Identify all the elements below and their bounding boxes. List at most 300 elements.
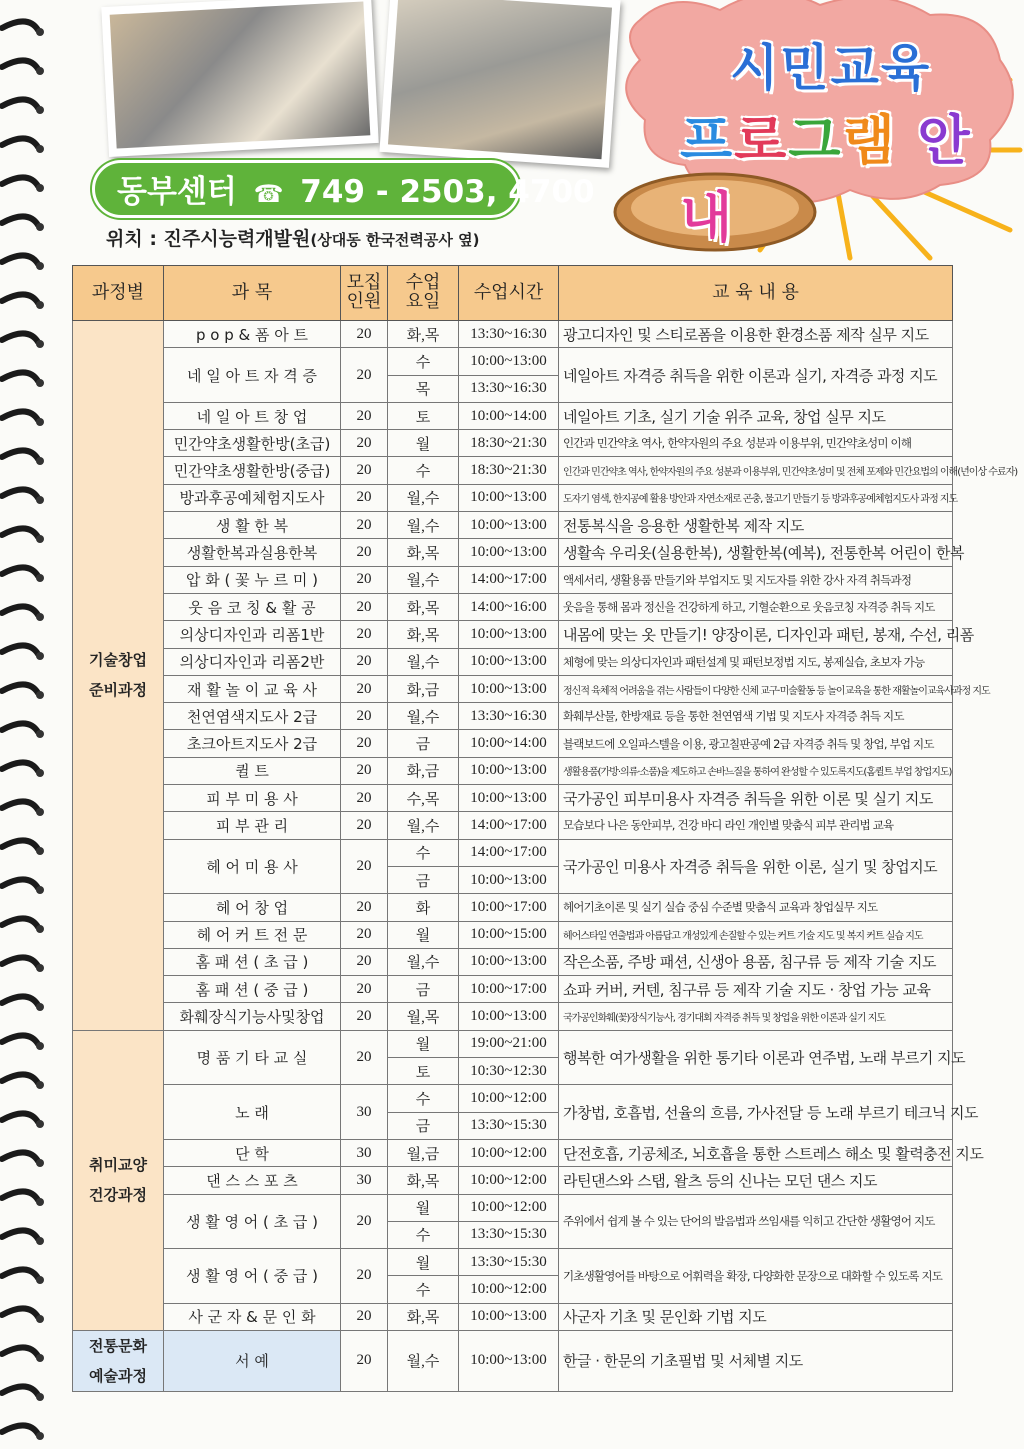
subject-cell: 민간약초생활한방(중급) [164,457,341,484]
title-civic-education: 시민교육 [730,39,932,97]
subject-cell: 화훼장식기능사및창업 [164,1003,341,1030]
time-cell: 10:00~13:00 [459,785,559,812]
subject-cell: 네 일 아 트 창 업 [164,402,341,429]
time-cell: 14:00~17:00 [459,812,559,839]
title-char: 로 [734,109,789,172]
subject-cell: 압 화 ( 꽃 누 르 미 ) [164,566,341,593]
subject-cell: 헤 어 창 업 [164,894,341,921]
day-cell: 화,목 [388,1303,459,1330]
time-cell: 10:00~17:00 [459,976,559,1003]
time-cell: 10:00~13:00 [459,512,559,539]
description-cell: 작은소품, 주방 패션, 신생아 용품, 침구류 등 제작 기술 지도 [559,948,953,975]
table-row [73,1003,953,1030]
spiral-coil [2,60,38,69]
column-header: 교 육 내 용 [559,266,953,321]
subject-cell: 생 활 영 어 ( 중 급 ) [164,1249,341,1304]
subject-cell: 재 활 놀 이 교 육 사 [164,675,341,702]
day-cell: 월,수 [388,566,459,593]
time-cell: 14:00~16:00 [459,593,559,620]
spiral-coil [2,1425,38,1434]
time-cell: 19:00~21:00 [459,1030,559,1057]
day-cell: 월 [388,1194,459,1221]
title-char: 안 [896,109,972,172]
day-cell: 토 [388,1058,459,1085]
spiral-coil [2,879,38,888]
capacity-cell: 20 [341,402,388,429]
subject-cell: p o p & 폼 아 트 [164,321,341,348]
capacity-cell: 20 [341,757,388,784]
class-photo-right [379,0,620,168]
capacity-cell: 20 [341,512,388,539]
title-char: 램 [842,109,897,172]
table-row [73,1249,953,1276]
location-line [106,224,479,251]
subject-cell: 퀼 트 [164,757,341,784]
spiral-coil [2,138,38,147]
table-row [73,1167,953,1194]
description-cell: 화훼부산물, 한방재료 등을 통한 천연염색 기법 및 지도사 자격증 취득 지도 [559,703,953,730]
time-cell: 13:30~16:30 [459,375,559,402]
binding-hole [36,1159,44,1167]
subject-cell: 단 학 [164,1139,341,1166]
spiral-coil [2,1191,38,1200]
binding-hole [36,184,44,192]
binding-hole [36,1276,44,1284]
title-char: 그 [788,109,843,172]
capacity-cell: 20 [341,812,388,839]
time-cell: 10:00~13:00 [459,648,559,675]
subject-cell: 웃 음 코 칭 & 활 공 [164,593,341,620]
description-cell: 국가공인화훼(꽃)장식기능사, 경기대회 자격증 취득 및 창업을 위한 이론과 실기 지도 [559,1003,953,1030]
spiral-coil [2,840,38,849]
table-row [73,921,953,948]
day-cell: 화,목 [388,593,459,620]
binding-hole [36,847,44,855]
spiral-coil [2,645,38,654]
day-cell: 화,목 [388,621,459,648]
binding-hole [36,964,44,972]
subject-cell: 명 품 기 타 교 실 [164,1030,341,1085]
time-cell: 13:30~15:30 [459,1221,559,1248]
spiral-coil [2,411,38,420]
subject-cell: 천연염색지도사 2급 [164,703,341,730]
binding-hole [36,106,44,114]
description-cell: 체형에 맞는 의상디자인과 패턴설계 및 패턴보정법 지도, 봉제실습, 초보자 가능 [559,648,953,675]
capacity-cell: 20 [341,894,388,921]
time-cell: 13:30~15:30 [459,1112,559,1139]
spiral-coil [2,177,38,186]
table-row [73,703,953,730]
title-char: 내 [680,186,735,249]
spiral-coil [2,1074,38,1083]
day-cell: 금 [388,1112,459,1139]
binding-hole [36,574,44,582]
description-cell: 도자기 염색, 한지공예 활용 방안과 자연소재로 곤충, 물고기 만들기 등 방과후공예체험지도사 과정 지도 [559,484,953,511]
spiral-coil [2,528,38,537]
description-cell: 라틴댄스와 스탭, 왈츠 등의 신나는 모던 댄스 지도 [559,1167,953,1194]
binding-hole [36,1237,44,1245]
spiral-coil [2,99,38,108]
schedule-table [72,265,1018,1392]
time-cell: 10:00~12:00 [459,1194,559,1221]
spiral-coil [2,1386,38,1395]
time-cell: 10:00~12:00 [459,1276,559,1303]
table-row [73,321,953,348]
capacity-cell: 20 [341,430,388,457]
category-cell: 전통문화 예술과정 [73,1330,164,1391]
day-cell: 수 [388,1085,459,1112]
binding-hole [36,1120,44,1128]
subject-cell: 피 부 관 리 [164,812,341,839]
time-cell: 10:00~13:00 [459,866,559,893]
table-row [73,1194,953,1221]
subject-cell: 노 래 [164,1085,341,1140]
day-cell: 월 [388,430,459,457]
table-row [73,566,953,593]
binding-hole [36,1198,44,1206]
time-cell: 10:00~12:00 [459,1085,559,1112]
time-cell: 13:30~16:30 [459,703,559,730]
subject-cell: 생활한복과실용한복 [164,539,341,566]
subject-cell: 생 활 영 어 ( 초 급 ) [164,1194,341,1249]
spiral-coil [2,372,38,381]
day-cell: 월 [388,1249,459,1276]
binding-hole [36,1393,44,1401]
time-cell: 10:00~12:00 [459,1167,559,1194]
subject-cell: 의상디자인과 리폼1반 [164,621,341,648]
capacity-cell: 20 [341,839,388,894]
binding-hole [36,145,44,153]
time-cell: 10:00~15:00 [459,921,559,948]
time-cell: 18:30~21:30 [459,457,559,484]
table-row [73,1085,953,1112]
capacity-cell: 20 [341,348,388,403]
table-row [73,457,953,484]
binding-hole [36,418,44,426]
day-cell: 토 [388,402,459,429]
spiral-coil [2,1152,38,1161]
time-cell: 13:30~16:30 [459,321,559,348]
time-cell: 10:00~13:00 [459,1303,559,1330]
table-row [73,812,953,839]
spiral-coil [2,957,38,966]
spiral-coil [2,1347,38,1356]
table-row [73,948,953,975]
spiral-coil [2,489,38,498]
location-detail: (상대동 한국전력공사 옆) [310,231,480,249]
class-photo-left [101,0,378,157]
capacity-cell: 30 [341,1167,388,1194]
title-char: 프 [680,109,735,172]
description-cell: 행복한 여가생활을 위한 통기타 이론과 연주법, 노래 부르기 지도 [559,1030,953,1085]
time-cell: 10:00~14:00 [459,402,559,429]
binding-hole [36,28,44,36]
description-cell: 생활용품(가방·의류·소품)을 제도하고 손바느질을 통하여 완성할 수 있도록지도(홈퀼트 부업 창업지도) [559,757,953,784]
description-cell: 액세서리, 생활용품 만들기와 부업지도 및 지도자를 위한 강사 자격 취득과정 [559,566,953,593]
table-row [73,402,953,429]
time-cell: 10:30~12:30 [459,1058,559,1085]
table-row [73,430,953,457]
spiral-coil [2,1308,38,1317]
description-cell: 사군자 기초 및 문인화 기법 지도 [559,1303,953,1330]
day-cell: 월,수 [388,812,459,839]
description-cell: 내몸에 맞는 옷 만들기! 양장이론, 디자인과 패턴, 봉재, 수선, 리폼 [559,621,953,648]
day-cell: 금 [388,730,459,757]
phone-icon: ☎ [253,180,284,208]
table-row [73,730,953,757]
center-name: 동부센터 [117,174,237,210]
table-row [73,348,953,375]
day-cell: 월,수 [388,703,459,730]
binding-hole [36,301,44,309]
day-cell: 월,수 [388,1330,459,1391]
time-cell: 10:00~12:00 [459,1139,559,1166]
spiral-coil [2,450,38,459]
day-cell: 월,수 [388,948,459,975]
description-cell: 쇼파 커버, 커텐, 침구류 등 제작 기술 지도 · 창업 가능 교육 [559,976,953,1003]
binding-hole [36,691,44,699]
spiral-coil [2,684,38,693]
description-cell: 네일아트 기초, 실기 기술 위주 교육, 창업 실무 지도 [559,402,953,429]
subject-cell: 헤 어 커 트 전 문 [164,921,341,948]
spiral-coil [2,255,38,264]
subject-cell: 사 군 자 & 문 인 화 [164,1303,341,1330]
binding-hole [36,1432,44,1440]
time-cell: 10:00~13:00 [459,757,559,784]
spiral-coil [2,294,38,303]
subject-cell: 피 부 미 용 사 [164,785,341,812]
spiral-coil [2,606,38,615]
time-cell: 10:00~14:00 [459,730,559,757]
binding-hole [36,769,44,777]
day-cell: 화,목 [388,321,459,348]
table-row [73,621,953,648]
spiral-coil [2,21,38,30]
capacity-cell: 20 [341,1003,388,1030]
binding-hole [36,496,44,504]
day-cell: 화,금 [388,757,459,784]
time-cell: 14:00~17:00 [459,566,559,593]
time-cell: 10:00~13:00 [459,675,559,702]
binding-hole [36,1354,44,1362]
table-row [73,785,953,812]
binding-hole [36,1042,44,1050]
description-cell: 광고디자인 및 스티로폼을 이용한 환경소품 제작 실무 지도 [559,321,953,348]
category-cell: 기술창업 준비과정 [73,321,164,1031]
description-cell: 인간과 민간약초 역사, 한약자원의 주요 성분과 이용부위, 민간약초성미 이해 [559,430,953,457]
description-cell: 블랙보드에 오일파스텔을 이용, 광고칠판공예 2급 자격증 취득 및 창업, 부업 지도 [559,730,953,757]
subject-cell: 의상디자인과 리폼2반 [164,648,341,675]
capacity-cell: 20 [341,921,388,948]
day-cell: 수 [388,457,459,484]
binding-hole [36,1081,44,1089]
table-row [73,1139,953,1166]
description-cell: 가창법, 호흡법, 선율의 흐름, 가사전달 등 노래 부르기 테크닉 지도 [559,1085,953,1140]
description-cell: 모습보다 나은 동안피부, 건강 바디 라인 개인별 맞춤식 피부 관리법 교육 [559,812,953,839]
binding-hole [36,886,44,894]
binding-hole [36,379,44,387]
spiral-coil [2,1113,38,1122]
spiral-coil [2,918,38,927]
time-cell: 10:00~13:00 [459,348,559,375]
table-row [73,648,953,675]
spiral-binding [0,0,52,1449]
subject-cell: 생 활 한 복 [164,512,341,539]
binding-hole [36,1315,44,1323]
table-row [73,976,953,1003]
description-cell: 정신적 육체적 어려움을 겪는 사람들이 다양한 신체 교구·미술활동 등 놀이교육을 통한 재활놀이교육사과정 지도 [559,675,953,702]
subject-cell: 홈 패 션 ( 중 급 ) [164,976,341,1003]
subject-cell: 방과후공예체험지도사 [164,484,341,511]
table-row [73,539,953,566]
binding-hole [36,262,44,270]
capacity-cell: 20 [341,976,388,1003]
capacity-cell: 20 [341,566,388,593]
title-program-guide [680,98,1024,252]
table-row [73,1030,953,1057]
description-cell: 네일아트 자격증 취득을 위한 이론과 실기, 자격증 과정 지도 [559,348,953,403]
table-row [73,593,953,620]
binding-hole [36,67,44,75]
capacity-cell: 30 [341,1085,388,1140]
description-cell: 국가공인 피부미용사 자격증 취득을 위한 이론 및 실기 지도 [559,785,953,812]
time-cell: 10:00~13:00 [459,1003,559,1030]
binding-hole [36,457,44,465]
capacity-cell: 20 [341,593,388,620]
binding-hole [36,1003,44,1011]
day-cell: 화,금 [388,675,459,702]
capacity-cell: 20 [341,648,388,675]
column-header: 수업시간 [459,266,559,321]
spiral-coil [2,1035,38,1044]
description-cell: 인간과 민간약초 역사, 한약자원의 주요 성분과 이용부위, 민간약초성미 및 전체 포제와 민간요법의 이해(년이상 수료자) [559,457,953,484]
time-cell: 13:30~15:30 [459,1249,559,1276]
day-cell: 월,수 [388,484,459,511]
column-header: 모집 인원 [341,266,388,321]
table-row [73,839,953,866]
spiral-coil [2,1230,38,1239]
day-cell: 수 [388,348,459,375]
capacity-cell: 20 [341,675,388,702]
capacity-cell: 20 [341,1330,388,1391]
day-cell: 월 [388,1030,459,1057]
binding-hole [36,535,44,543]
time-cell: 18:30~21:30 [459,430,559,457]
description-cell: 웃음을 통해 몸과 정신을 건강하게 하고, 기혈순환으로 웃음코칭 자격증 취득 지도 [559,593,953,620]
spiral-coil [2,216,38,225]
center-contact-pill [92,160,595,218]
time-cell: 10:00~13:00 [459,484,559,511]
day-cell: 목 [388,375,459,402]
phone-number: 749 - 2503, 4700 [300,174,595,210]
binding-hole [36,808,44,816]
time-cell: 10:00~13:00 [459,621,559,648]
capacity-cell: 20 [341,1030,388,1085]
subject-cell: 민간약초생활한방(초급) [164,430,341,457]
day-cell: 금 [388,976,459,1003]
capacity-cell: 20 [341,539,388,566]
spiral-coil [2,1269,38,1278]
location-label: 위치 : 진주시능력개발원 [106,228,311,250]
day-cell: 월,목 [388,1003,459,1030]
day-cell: 화,목 [388,1167,459,1194]
capacity-cell: 20 [341,948,388,975]
column-header: 수업 요일 [388,266,459,321]
description-cell: 전통복식을 응용한 생활한복 제작 지도 [559,512,953,539]
subject-cell: 서 예 [164,1330,341,1391]
day-cell: 월 [388,921,459,948]
subject-cell: 네 일 아 트 자 격 증 [164,348,341,403]
day-cell: 수,목 [388,785,459,812]
spiral-coil [2,996,38,1005]
day-cell: 월,수 [388,648,459,675]
description-cell: 한글 · 한문의 기초필법 및 서체별 지도 [559,1330,953,1391]
time-cell: 10:00~13:00 [459,1330,559,1391]
spiral-coil [2,333,38,342]
table-row [73,757,953,784]
spiral-coil [2,762,38,771]
day-cell: 월,금 [388,1139,459,1166]
capacity-cell: 20 [341,457,388,484]
time-cell: 10:00~13:00 [459,948,559,975]
binding-hole [36,925,44,933]
table-row [73,675,953,702]
spiral-coil [2,801,38,810]
spiral-coil [2,567,38,576]
category-cell: 취미교양 건강과정 [73,1030,164,1330]
binding-hole [36,613,44,621]
capacity-cell: 20 [341,785,388,812]
binding-hole [36,223,44,231]
description-cell: 국가공인 미용사 자격증 취득을 위한 이론, 실기 및 창업지도 [559,839,953,894]
subject-cell: 홈 패 션 ( 초 급 ) [164,948,341,975]
day-cell: 금 [388,866,459,893]
binding-hole [36,652,44,660]
capacity-cell: 20 [341,1303,388,1330]
day-cell: 월,수 [388,512,459,539]
capacity-cell: 20 [341,484,388,511]
capacity-cell: 20 [341,1194,388,1249]
capacity-cell: 20 [341,703,388,730]
subject-cell: 초크아트지도사 2급 [164,730,341,757]
day-cell: 화 [388,894,459,921]
column-header: 과 목 [164,266,341,321]
description-cell: 헤어기초이론 및 실기 실습 중심 수준별 맞춤식 교육과 창업실무 지도 [559,894,953,921]
subject-cell: 헤 어 미 용 사 [164,839,341,894]
description-cell: 헤어스타일 연출법과 아름답고 개성있게 손질할 수 있는 커트 기술 지도 및 복지 커트 실습 지도 [559,921,953,948]
table-row [73,1303,953,1330]
table-row [73,484,953,511]
description-cell: 기초생활영어를 바탕으로 어휘력을 확장, 다양화한 문장으로 대화할 수 있도록 지도 [559,1249,953,1304]
capacity-cell: 20 [341,321,388,348]
day-cell: 수 [388,839,459,866]
day-cell: 화,목 [388,539,459,566]
description-cell: 주위에서 쉽게 볼 수 있는 단어의 발음법과 쓰임새를 익히고 간단한 생활영어 지도 [559,1194,953,1249]
table-row [73,1330,953,1391]
column-header: 과정별 [73,266,164,321]
capacity-cell: 30 [341,1139,388,1166]
table-row [73,894,953,921]
capacity-cell: 20 [341,730,388,757]
time-cell: 10:00~13:00 [459,539,559,566]
day-cell: 수 [388,1221,459,1248]
capacity-cell: 20 [341,1249,388,1304]
day-cell: 수 [388,1276,459,1303]
capacity-cell: 20 [341,621,388,648]
time-cell: 14:00~17:00 [459,839,559,866]
description-cell: 단전호흡, 기공체조, 뇌호흡을 통한 스트레스 해소 및 활력충전 지도 [559,1139,953,1166]
spiral-coil [2,723,38,732]
